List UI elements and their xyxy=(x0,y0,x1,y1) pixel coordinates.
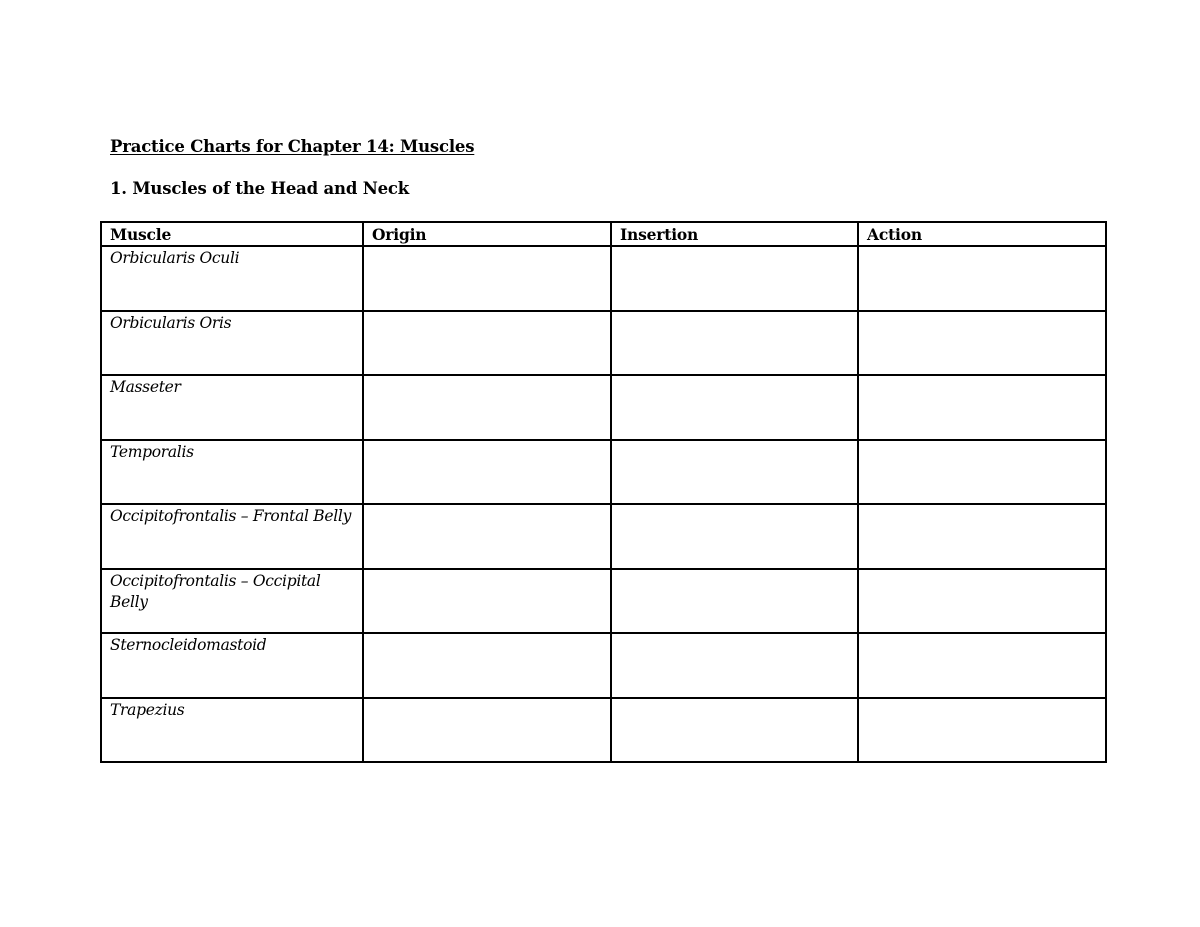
action-cell[interactable] xyxy=(858,311,1106,376)
insertion-cell[interactable] xyxy=(611,440,858,505)
insertion-cell[interactable] xyxy=(611,246,858,311)
table-row xyxy=(101,633,1106,698)
column-header-insertion: Insertion xyxy=(611,222,858,246)
origin-cell[interactable] xyxy=(363,698,611,763)
muscle-chart-table xyxy=(100,221,1107,763)
muscle-name-cell: Orbicularis Oculi xyxy=(101,246,363,311)
insertion-cell[interactable] xyxy=(611,633,858,698)
column-header-origin: Origin xyxy=(363,222,611,246)
table-row xyxy=(101,698,1106,763)
table-row xyxy=(101,504,1106,569)
section-heading: 1. Muscles of the Head and Neck xyxy=(110,179,409,198)
origin-cell[interactable] xyxy=(363,375,611,440)
muscle-name-cell: Trapezius xyxy=(101,698,363,763)
table-header-row xyxy=(101,222,1106,246)
table-row xyxy=(101,440,1106,505)
action-cell[interactable] xyxy=(858,698,1106,763)
muscle-name-cell: Occipitofrontalis – Occipital Belly xyxy=(101,569,363,634)
action-cell[interactable] xyxy=(858,246,1106,311)
action-cell[interactable] xyxy=(858,440,1106,505)
table-row xyxy=(101,375,1106,440)
column-header-muscle: Muscle xyxy=(101,222,363,246)
table-row xyxy=(101,246,1106,311)
column-header-action: Action xyxy=(858,222,1106,246)
muscle-name-cell: Temporalis xyxy=(101,440,363,505)
insertion-cell[interactable] xyxy=(611,311,858,376)
insertion-cell[interactable] xyxy=(611,569,858,634)
insertion-cell[interactable] xyxy=(611,504,858,569)
muscle-name-cell: Masseter xyxy=(101,375,363,440)
origin-cell[interactable] xyxy=(363,311,611,376)
insertion-cell[interactable] xyxy=(611,698,858,763)
action-cell[interactable] xyxy=(858,569,1106,634)
muscle-name-cell: Orbicularis Oris xyxy=(101,311,363,376)
document-title: Practice Charts for Chapter 14: Muscles xyxy=(110,137,475,156)
action-cell[interactable] xyxy=(858,633,1106,698)
muscle-name-cell: Sternocleidomastoid xyxy=(101,633,363,698)
table-row xyxy=(101,569,1106,634)
origin-cell[interactable] xyxy=(363,569,611,634)
origin-cell[interactable] xyxy=(363,504,611,569)
origin-cell[interactable] xyxy=(363,440,611,505)
origin-cell[interactable] xyxy=(363,246,611,311)
origin-cell[interactable] xyxy=(363,633,611,698)
muscle-name-cell: Occipitofrontalis – Frontal Belly xyxy=(101,504,363,569)
table-row xyxy=(101,311,1106,376)
action-cell[interactable] xyxy=(858,504,1106,569)
action-cell[interactable] xyxy=(858,375,1106,440)
insertion-cell[interactable] xyxy=(611,375,858,440)
